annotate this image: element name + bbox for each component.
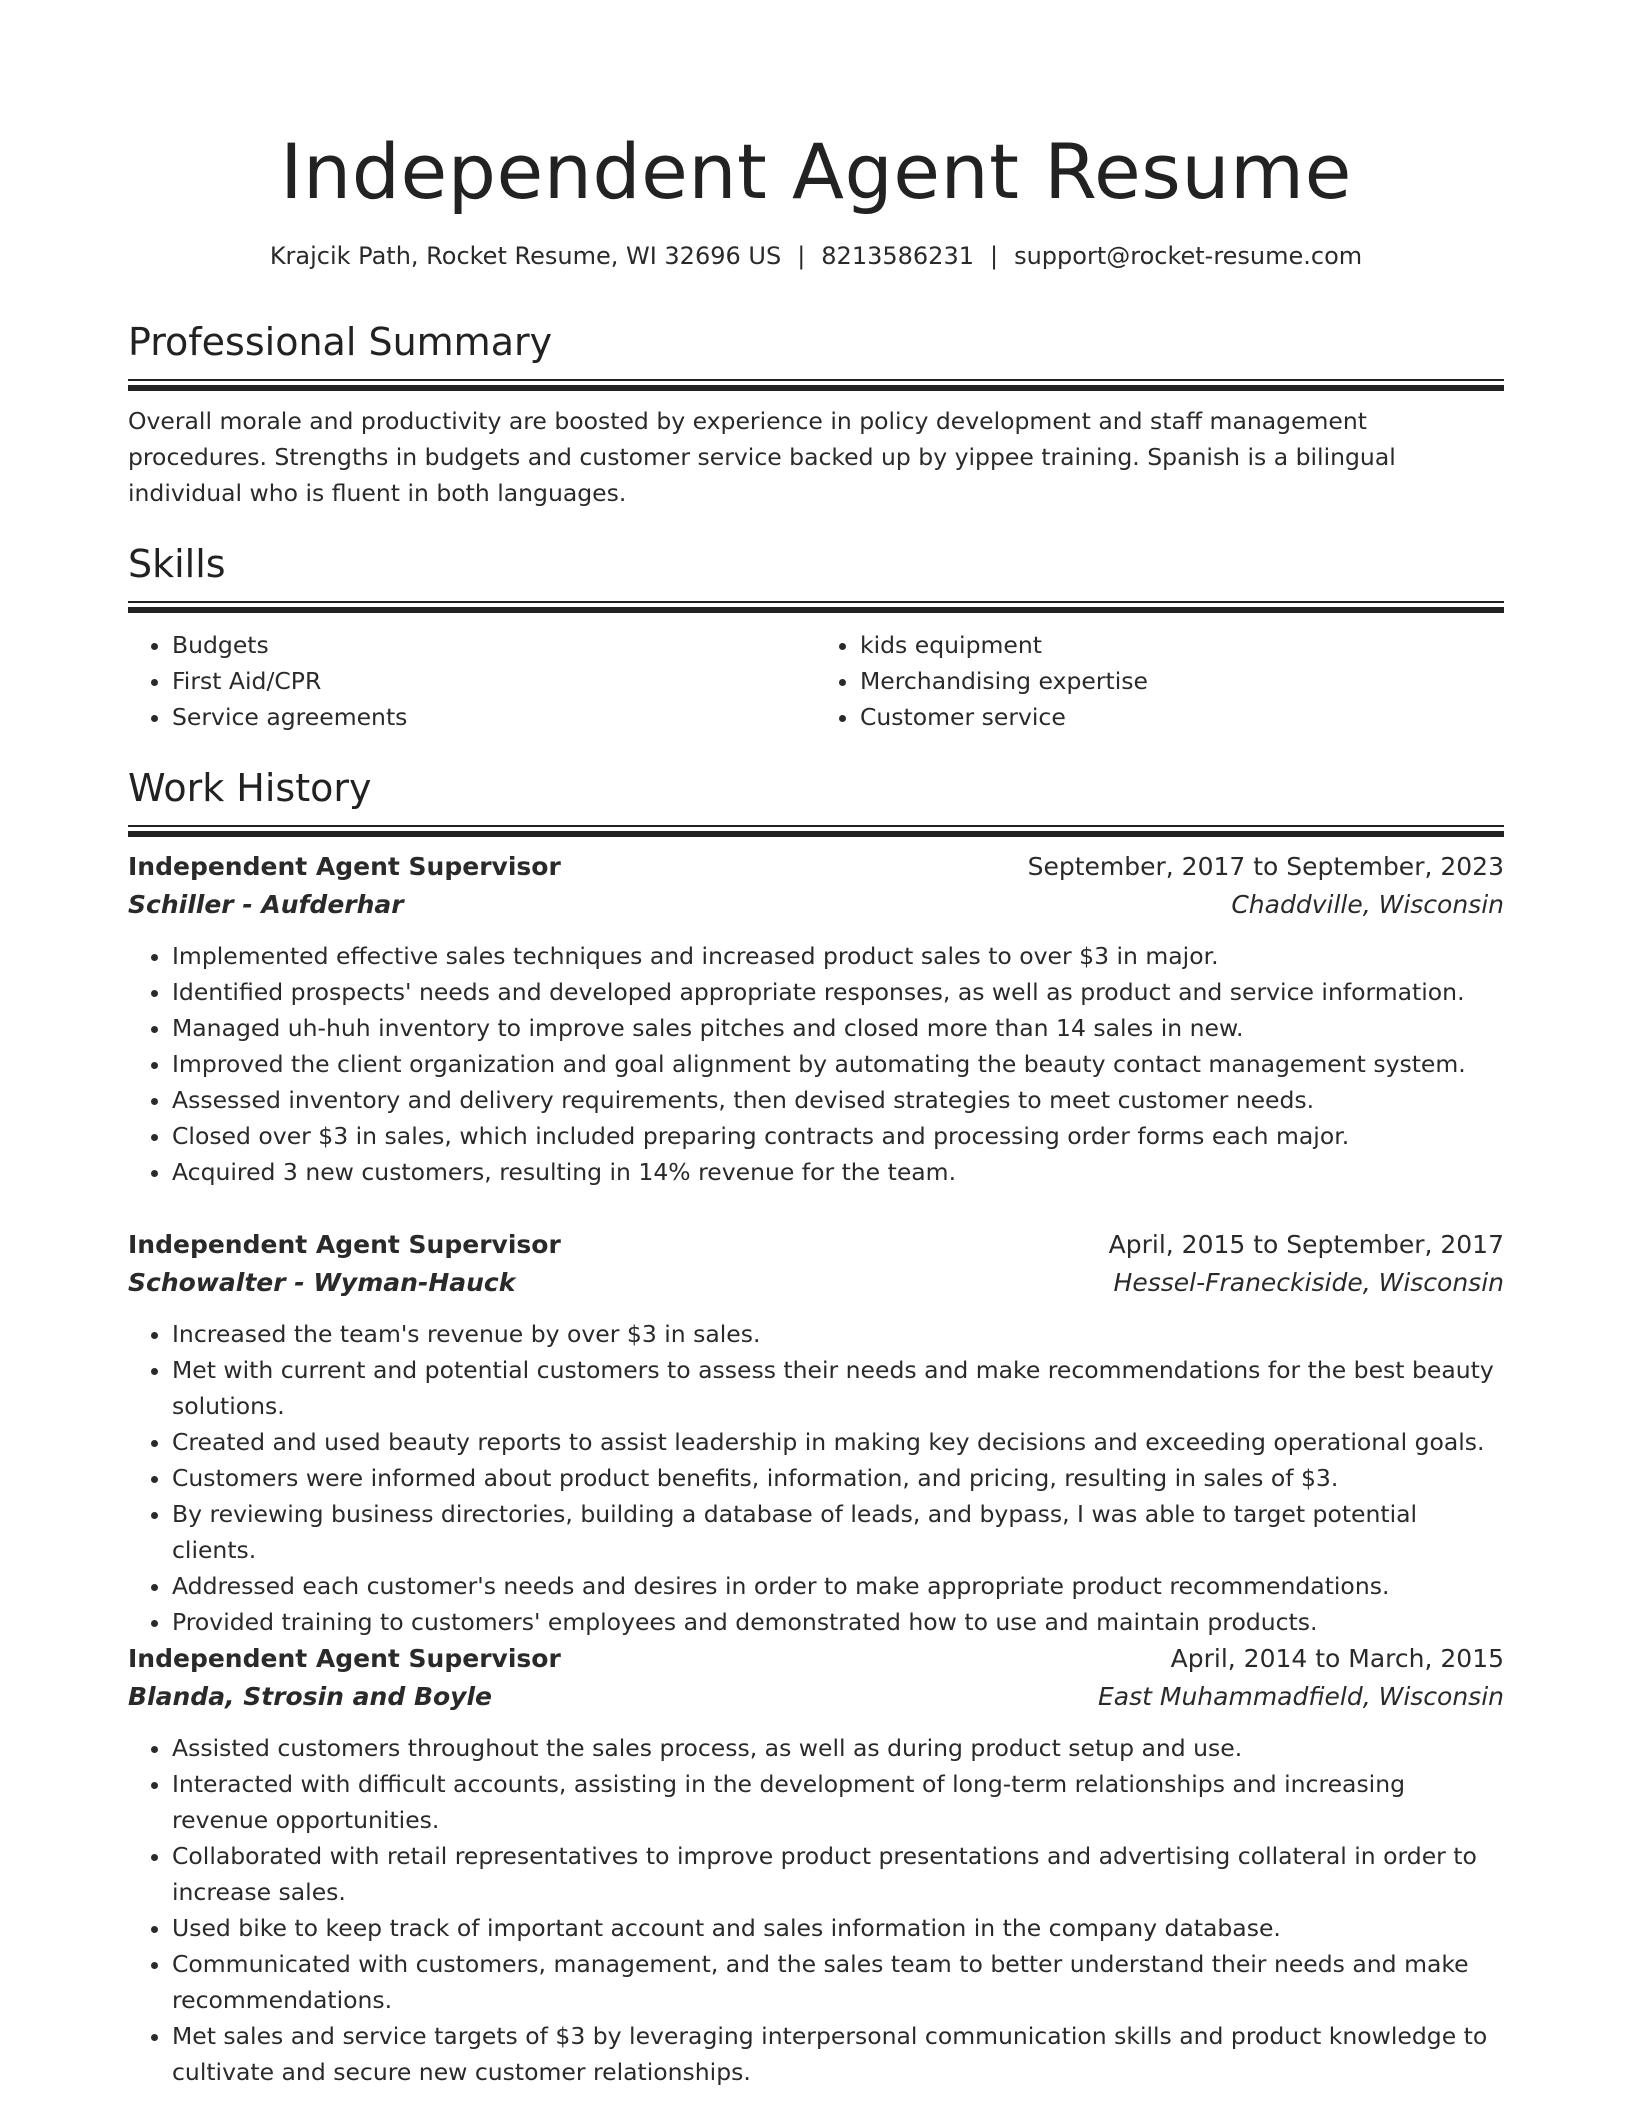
job-bullet: • Managed uh-huh inventory to improve sales pitches and closed more than 14 sales in new. <box>172 1010 1504 1046</box>
skills-section <box>128 540 1504 735</box>
skills-heading: Skills <box>128 542 226 586</box>
job-title: Independent Agent Supervisor <box>128 1644 561 1673</box>
job-bullet: • Met with current and potential customers to assess their needs and make recommendations for the best beauty solutions. <box>172 1352 1504 1424</box>
job-bullet: • Assessed inventory and delivery requirements, then devised strategies to meet customer needs. <box>172 1082 1504 1118</box>
job-bullet: • Acquired 3 new customers, resulting in 14% revenue for the team. <box>172 1154 1504 1190</box>
job-bullet: • Identified prospects' needs and developed appropriate responses, as well as product and service information. <box>172 974 1504 1010</box>
skill-item: • First Aid/CPR <box>172 663 816 699</box>
job-bullet: • Increased the team's revenue by over $3 in sales. <box>172 1316 1504 1352</box>
job-header <box>128 1226 1504 1264</box>
skill-item: • Service agreements <box>172 699 816 735</box>
job-location: Hessel-Franeckiside, Wisconsin <box>1113 1268 1504 1297</box>
job-location: East Muhammadfield, Wisconsin <box>1098 1682 1504 1711</box>
job-dates: April, 2015 to September, 2017 <box>1108 1230 1504 1259</box>
job-bullet: • Closed over $3 in sales, which included preparing contracts and processing order forms each major. <box>172 1118 1504 1154</box>
job-header <box>128 848 1504 886</box>
contact-email: support@rocket-resume.com <box>1014 242 1363 270</box>
job-bullet: • Assisted customers throughout the sales process, as well as during product setup and use. <box>172 1730 1504 1766</box>
skills-list-left <box>128 627 816 735</box>
section-divider <box>128 825 1504 837</box>
job-bullets <box>128 938 1504 1190</box>
section-divider <box>128 601 1504 613</box>
job-dates: September, 2017 to September, 2023 <box>1027 852 1504 881</box>
work-history-section <box>128 764 1504 837</box>
job-title: Independent Agent Supervisor <box>128 1230 561 1259</box>
job-bullets <box>128 1730 1504 2090</box>
job-company: Schowalter - Wyman-Hauck <box>128 1268 516 1297</box>
contact-address: Krajcik Path, Rocket Resume, WI 32696 US <box>269 242 782 270</box>
job-bullet: • Communicated with customers, management, and the sales team to better understand their needs and make recommendations. <box>172 1946 1504 2018</box>
job-entry <box>128 1226 1504 1640</box>
contact-separator: | <box>989 242 999 270</box>
skills-grid <box>128 627 1504 735</box>
job-company: Schiller - Aufderhar <box>128 890 404 919</box>
contact-line <box>128 238 1504 274</box>
job-bullet: • Addressed each customer's needs and desires in order to make appropriate product recommendations. <box>172 1568 1504 1604</box>
job-bullet: • Created and used beauty reports to assist leadership in making key decisions and exceeding operational goals. <box>172 1424 1504 1460</box>
summary-heading: Professional Summary <box>128 320 553 364</box>
job-bullet: • Used bike to keep track of important account and sales information in the company database. <box>172 1910 1504 1946</box>
job-subheader <box>128 886 1504 924</box>
contact-phone: 8213586231 <box>821 242 974 270</box>
summary-text: Overall morale and productivity are boosted by experience in policy development and staff management procedures. Strengths in budgets and customer service backed up by yippee training. Spanish is a bilingual individual who is fluent in both languages. <box>128 407 1396 507</box>
job-company: Blanda, Strosin and Boyle <box>128 1682 492 1711</box>
job-bullet: • Met sales and service targets of $3 by leveraging interpersonal communication skills and product knowledge to cultivate and secure new customer relationships. <box>172 2018 1504 2090</box>
job-dates: April, 2014 to March, 2015 <box>1170 1644 1504 1673</box>
job-location: Chaddville, Wisconsin <box>1231 890 1504 919</box>
job-bullet: • Collaborated with retail representatives to improve product presentations and advertising collateral in order to increase sales. <box>172 1838 1504 1910</box>
job-title: Independent Agent Supervisor <box>128 852 561 881</box>
skill-item: • kids equipment <box>860 627 1504 663</box>
job-bullet: • Provided training to customers' employees and demonstrated how to use and maintain products. <box>172 1604 1504 1640</box>
job-bullet: • Interacted with difficult accounts, assisting in the development of long-term relationships and increasing revenue opportunities. <box>172 1766 1504 1838</box>
job-header <box>128 1640 1504 1678</box>
job-bullet: • By reviewing business directories, building a database of leads, and bypass, I was able to target potential clients. <box>172 1496 1504 1568</box>
job-entry <box>128 848 1504 1190</box>
job-bullets <box>128 1316 1504 1640</box>
job-bullet: • Customers were informed about product benefits, information, and pricing, resulting in sales of $3. <box>172 1460 1504 1496</box>
resume-title: Independent Agent Resume <box>280 127 1352 216</box>
contact-separator: | <box>797 242 806 270</box>
skill-item: • Customer service <box>860 699 1504 735</box>
work-history-heading: Work History <box>128 766 372 810</box>
skills-list-right <box>816 627 1504 735</box>
skill-item: • Budgets <box>172 627 816 663</box>
section-divider <box>128 379 1504 391</box>
job-entry <box>128 1640 1504 2090</box>
job-subheader <box>128 1264 1504 1302</box>
job-bullet: • Improved the client organization and goal alignment by automating the beauty contact management system. <box>172 1046 1504 1082</box>
job-bullet: • Implemented effective sales techniques and increased product sales to over $3 in major. <box>172 938 1504 974</box>
summary-section <box>128 318 1504 511</box>
job-subheader <box>128 1678 1504 1716</box>
skill-item: • Merchandising expertise <box>860 663 1504 699</box>
